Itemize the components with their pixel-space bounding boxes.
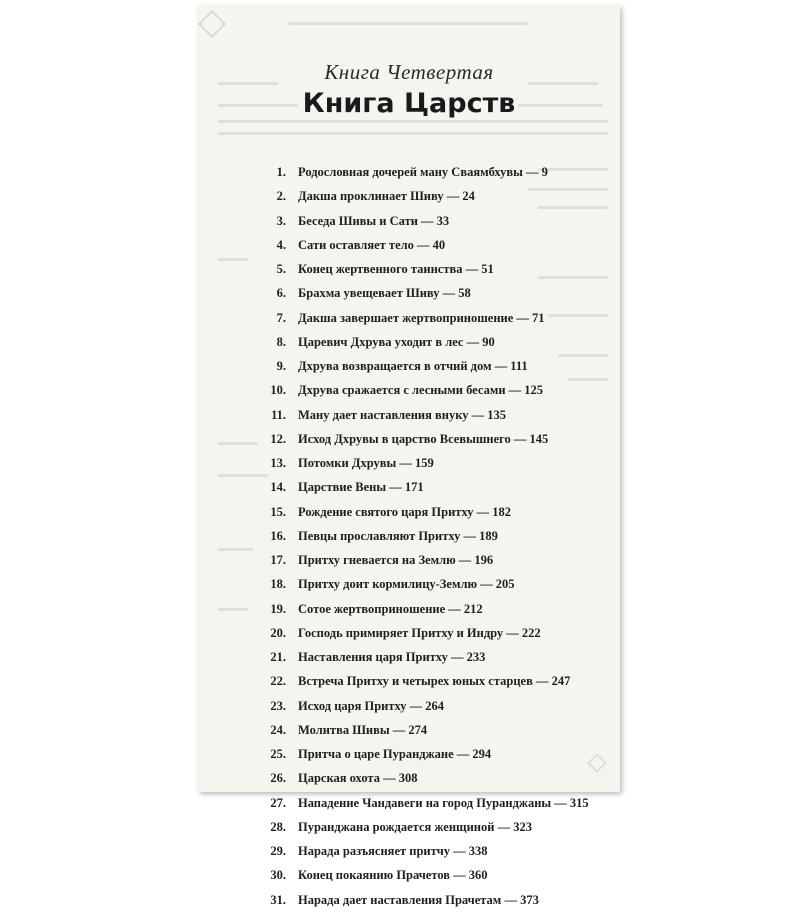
toc-entry-title: Молитва Шивы — 274 — [298, 722, 428, 737]
toc-entry — [198, 233, 620, 257]
toc-entry-number: 3. — [276, 213, 286, 228]
toc-entry-number: 15. — [270, 504, 286, 519]
toc-entry-title: Исход Дхрувы в царство Всевышнего — 145 — [298, 431, 549, 446]
toc-entry-title: Дхрува возвращается в отчий дом — 111 — [298, 359, 528, 373]
toc-entry — [198, 621, 620, 645]
toc-entry — [198, 184, 620, 208]
toc-entry — [198, 815, 620, 839]
toc-entry-title: Брахма увещевает Шиву — 58 — [298, 286, 471, 301]
toc-entry — [198, 281, 620, 305]
toc-entry-number: 17. — [270, 553, 286, 567]
toc-entry-number: 26. — [270, 771, 286, 786]
toc-entry-number: 16. — [270, 528, 286, 543]
toc-entry-title: Нападение Чандавеги на город Пуранджаны — 315 — [298, 795, 589, 810]
toc-entry-number: 30. — [270, 868, 286, 883]
toc-entry-number: 28. — [270, 819, 286, 834]
table-of-contents — [198, 160, 620, 912]
toc-entry-title: Пуранджана рождается женщиной — 323 — [298, 819, 532, 834]
toc-entry — [198, 500, 620, 524]
toc-entry-number: 11. — [271, 407, 286, 422]
toc-entry — [198, 354, 620, 378]
toc-entry-title: Наставления царя Притху — 233 — [298, 650, 486, 664]
toc-entry — [198, 378, 620, 402]
toc-entry-number: 21. — [270, 650, 286, 664]
show-through-line — [288, 22, 528, 25]
toc-entry — [198, 863, 620, 887]
toc-entry-number: 1. — [276, 165, 286, 179]
toc-entry-number: 8. — [276, 334, 286, 349]
toc-entry-title: Дакша завершает жертвоприношение — 71 — [298, 310, 545, 325]
toc-entry-title: Конец жертвенного таинства — 51 — [298, 262, 494, 276]
toc-entry — [198, 524, 620, 548]
toc-entry-number: 29. — [270, 844, 286, 858]
toc-entry — [198, 257, 620, 281]
book-subtitle: Книга Четвертая — [324, 60, 494, 84]
toc-entry — [198, 742, 620, 766]
toc-entry — [198, 645, 620, 669]
toc-entry-title: Господь примиряет Притху и Индру — 222 — [298, 625, 541, 640]
toc-entry-number: 27. — [270, 795, 286, 810]
toc-entry-title: Родословная дочерей ману Сваямбхувы — 9 — [298, 165, 548, 179]
toc-entry-title: Беседа Шивы и Сати — 33 — [298, 213, 450, 228]
toc-entry-number: 13. — [270, 456, 286, 470]
toc-entry — [198, 427, 620, 451]
toc-entry — [198, 475, 620, 499]
toc-entry-number: 31. — [270, 892, 286, 907]
toc-entry-title: Сати оставляет тело — 40 — [298, 237, 446, 252]
toc-entry — [198, 403, 620, 427]
show-through-line — [218, 120, 608, 123]
book-page — [198, 6, 620, 907]
toc-entry-title: Царевич Дхрува уходит в лес — 90 — [298, 334, 495, 349]
toc-entry-title: Сотое жертвоприношение — 212 — [298, 601, 483, 616]
toc-entry — [198, 839, 620, 863]
toc-entry — [198, 160, 620, 184]
toc-entry-number: 23. — [270, 698, 286, 713]
toc-entry-number: 25. — [270, 747, 286, 761]
toc-entry — [198, 548, 620, 572]
toc-entry — [198, 718, 620, 742]
toc-entry — [198, 694, 620, 718]
toc-entry-title: Потомки Дхрувы — 159 — [298, 456, 434, 470]
toc-entry — [198, 572, 620, 596]
toc-entry-number: 24. — [270, 722, 286, 737]
toc-entry-title: Дакша проклинает Шиву — 24 — [298, 189, 475, 204]
toc-entry — [198, 306, 620, 330]
toc-entry-title: Притху гневается на Землю — 196 — [298, 553, 494, 567]
ornament-icon — [198, 10, 226, 38]
toc-entry-title: Певцы прославляют Притху — 189 — [298, 528, 498, 543]
toc-entry — [198, 766, 620, 790]
toc-entry-number: 10. — [270, 383, 286, 398]
toc-entry — [198, 791, 620, 815]
toc-entry — [198, 330, 620, 354]
toc-entry-number: 18. — [270, 577, 286, 592]
toc-entry-number: 7. — [276, 310, 286, 325]
show-through-line — [218, 132, 608, 135]
toc-entry-title: Рождение святого царя Притху — 182 — [298, 504, 511, 519]
toc-entry-title: Нарада разъясняет притчу — 338 — [298, 844, 488, 858]
toc-entry-number: 19. — [270, 601, 286, 616]
toc-entry-number: 12. — [270, 431, 286, 446]
toc-entry-title: Притча о царе Пуранджане — 294 — [298, 747, 492, 761]
toc-entry-number: 14. — [270, 480, 286, 495]
toc-entry-number: 6. — [276, 286, 286, 301]
toc-entry-title: Притху доит кормилицу-Землю — 205 — [298, 577, 515, 592]
toc-entry-title: Исход царя Притху — 264 — [298, 698, 445, 713]
book-title: Книга Царств — [302, 88, 516, 119]
toc-entry — [198, 888, 620, 912]
toc-entry — [198, 451, 620, 475]
toc-entry-title: Конец покаянию Прачетов — 360 — [298, 868, 488, 883]
toc-entry-title: Дхрува сражается с лесными бесами — 125 — [298, 383, 544, 398]
toc-entry-number: 9. — [276, 359, 286, 373]
toc-entry-number: 22. — [270, 674, 286, 689]
toc-entry-number: 20. — [270, 625, 286, 640]
toc-entry-number: 5. — [276, 262, 286, 276]
toc-entry — [198, 669, 620, 693]
toc-entry-title: Царствие Вены — 171 — [298, 480, 424, 495]
toc-entry-title: Ману дает наставления внуку — 135 — [298, 407, 506, 422]
toc-entry-title: Царская охота — 308 — [298, 771, 418, 786]
toc-entry-title: Нарада дает наставления Прачетам — 373 — [298, 892, 539, 907]
toc-entry-number: 2. — [276, 189, 286, 204]
toc-entry — [198, 209, 620, 233]
toc-entry — [198, 597, 620, 621]
toc-entry-number: 4. — [276, 237, 286, 252]
toc-entry-title: Встреча Притху и четырех юных старцев — 247 — [298, 674, 571, 689]
